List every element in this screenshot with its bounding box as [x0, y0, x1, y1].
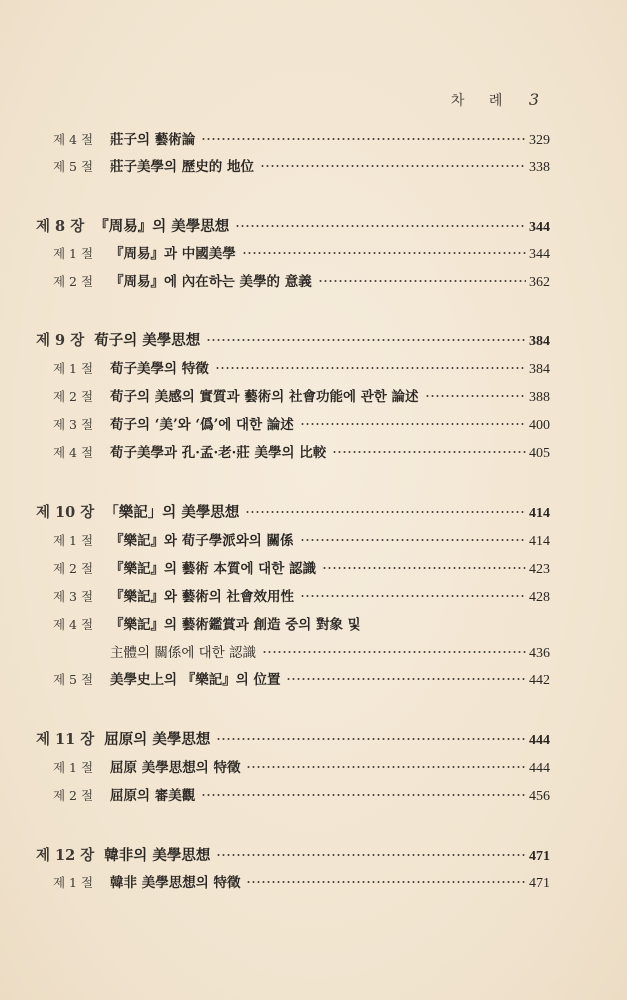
dot-leader [201, 133, 526, 143]
entry-title: 「樂記」의 美學思想 [104, 504, 240, 521]
toc-section-entry [53, 128, 550, 148]
toc-section-entry [53, 441, 550, 461]
section-number: 제 5 절 [53, 159, 94, 174]
section-number: 제 2 절 [53, 274, 94, 289]
toc-section-entry [53, 585, 550, 605]
toc-section-entry [53, 613, 550, 633]
entry-title: 『樂記』의 藝術鑑賞과 創造 중의 對象 및 [110, 617, 361, 633]
entry-page-number: 436 [529, 646, 550, 661]
toc-section-entry [53, 385, 550, 405]
entry-page-number: 338 [529, 160, 550, 175]
dot-leader [300, 418, 526, 428]
chapter-number: 제 10 장 [36, 504, 95, 521]
entry-title: 主體의 關係에 대한 認識 [110, 645, 257, 661]
toc-chapter-entry [36, 329, 550, 349]
entry-title: 屈原의 審美觀 [110, 788, 196, 804]
entry-page-number: 400 [529, 418, 550, 433]
dot-leader [206, 334, 526, 344]
toc-chapter-entry [36, 215, 550, 235]
entry-page-number: 414 [529, 534, 550, 549]
dot-leader [300, 534, 526, 544]
toc-chapter-entry [36, 844, 550, 864]
section-number: 제 1 절 [53, 246, 94, 261]
entry-page-number: 471 [529, 849, 550, 864]
entry-title: 『樂記』와 荀子學派와의 關係 [110, 533, 294, 549]
toc-section-entry [53, 357, 550, 377]
toc-section-entry [53, 242, 550, 262]
section-number: 제 1 절 [53, 533, 94, 548]
toc-section-entry [53, 557, 550, 577]
entry-title: 荀子의 美學思想 [94, 332, 201, 349]
entry-page-number: 444 [529, 761, 550, 776]
chapter-number: 제 9 장 [36, 332, 85, 349]
entry-page-number: 362 [529, 275, 550, 290]
section-number: 제 4 절 [53, 445, 94, 460]
toc-chapter-entry [36, 501, 550, 521]
section-number: 제 3 절 [53, 417, 94, 432]
section-number: 제 5 절 [53, 672, 94, 687]
entry-title: 『樂記』의 藝術 本質에 대한 認識 [110, 561, 316, 577]
dot-leader [216, 733, 526, 743]
dot-leader [286, 673, 526, 683]
entry-page-number: 423 [529, 562, 550, 577]
dot-leader [246, 761, 526, 771]
dot-leader [262, 646, 526, 656]
entry-page-number: 384 [529, 362, 550, 377]
entry-title: 『周易』의 美學思想 [94, 218, 230, 235]
dot-leader [332, 446, 526, 456]
entry-title: 美學史上의 『樂記』의 位置 [110, 672, 281, 688]
toc-section-entry [53, 270, 550, 290]
entry-page-number: 384 [529, 334, 550, 349]
dot-leader [425, 390, 527, 400]
dot-leader [235, 220, 526, 230]
entry-page-number: 344 [529, 220, 550, 235]
entry-title: 荀子의 ‘美’와 ‘僞’에 대한 論述 [110, 417, 294, 433]
dot-leader [242, 247, 526, 257]
dot-leader [260, 160, 526, 170]
entry-page-number: 414 [529, 506, 550, 521]
dot-leader [246, 876, 526, 886]
section-number: 제 2 절 [53, 788, 94, 803]
entry-title: 荀子의 美感의 實質과 藝術의 社會功能에 관한 論述 [110, 389, 419, 405]
entry-page-number: 329 [529, 133, 550, 148]
entry-title: 『周易』에 內在하는 美學的 意義 [110, 274, 312, 290]
entry-title: 莊子의 藝術論 [110, 132, 196, 148]
page-number: 3 [528, 90, 539, 109]
entry-title: 莊子美學의 歷史的 地位 [110, 159, 254, 175]
dot-leader [322, 562, 526, 572]
chapter-number: 제 11 장 [36, 731, 95, 748]
chapter-number: 제 12 장 [36, 847, 95, 864]
toc-section-entry [53, 784, 550, 804]
entry-title: 韓非의 美學思想 [104, 847, 211, 864]
entry-page-number: 456 [529, 789, 550, 804]
toc-section-entry [53, 529, 550, 549]
dot-leader [215, 362, 526, 372]
entry-page-number: 388 [529, 390, 550, 405]
entry-page-number: 405 [529, 446, 550, 461]
section-number: 제 1 절 [53, 875, 94, 890]
entry-page-number: 444 [529, 733, 550, 748]
toc-section-entry [53, 413, 550, 433]
chapter-number: 제 8 장 [36, 218, 85, 235]
entry-title: 韓非 美學思想의 特徵 [110, 875, 241, 891]
section-number: 제 2 절 [53, 561, 94, 576]
section-number: 제 1 절 [53, 760, 94, 775]
entry-page-number: 344 [529, 247, 550, 262]
entry-title: 『周易』과 中國美學 [110, 246, 236, 262]
section-number: 제 2 절 [53, 389, 94, 404]
toc-chapter-entry [36, 728, 550, 748]
toc-section-entry [53, 871, 550, 891]
dot-leader [300, 590, 526, 600]
toc-section-entry [53, 756, 550, 776]
running-head-label: 차 례 [450, 93, 513, 109]
section-number: 제 3 절 [53, 589, 94, 604]
entry-title: 屈原 美學思想의 特徵 [110, 760, 241, 776]
entry-title: 『樂記』와 藝術의 社會效用性 [110, 589, 294, 605]
toc-section-entry [110, 641, 550, 661]
section-number: 제 1 절 [53, 361, 94, 376]
section-number: 제 4 절 [53, 132, 94, 147]
entry-title: 荀子美學과 孔·孟·老·莊 美學의 比較 [110, 445, 327, 461]
entry-page-number: 471 [529, 876, 550, 891]
section-number: 제 4 절 [53, 617, 94, 632]
dot-leader [318, 275, 526, 285]
entry-title: 荀子美學의 特徵 [110, 361, 209, 377]
dot-leader [201, 789, 526, 799]
dot-leader [245, 506, 526, 516]
entry-page-number: 442 [529, 673, 550, 688]
entry-title: 屈原의 美學思想 [104, 731, 211, 748]
toc-section-entry [53, 155, 550, 175]
toc-section-entry [53, 668, 550, 688]
entry-page-number: 428 [529, 590, 550, 605]
dot-leader [216, 849, 526, 859]
